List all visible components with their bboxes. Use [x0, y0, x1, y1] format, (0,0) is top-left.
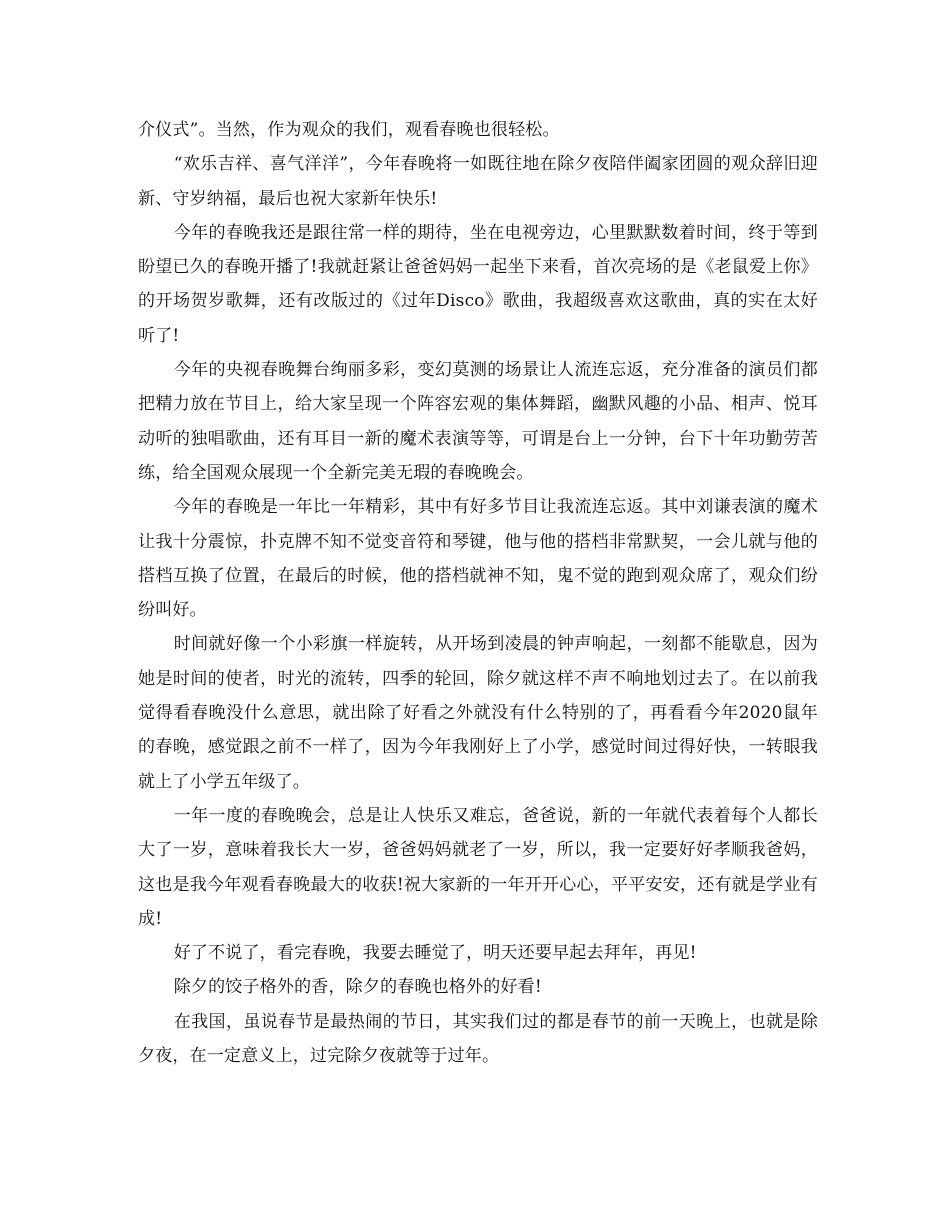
paragraph-9: 除夕的饺子格外的香，除夕的春晚也格外的好看!	[173, 977, 542, 998]
paragraph-10: 在我国，虽说春节是最热闹的节日，其实我们过的都是春节的前一天晚上，也就是除夕夜，在一定意义上，过完除夕夜就等于过年。	[138, 1011, 818, 1067]
paragraph-8: 好了不说了，看完春晚，我要去睡觉了，明天还要早起去拜年，再见!	[173, 943, 697, 964]
paragraph-4: 今年的央视春晚舞台绚丽多彩，变幻莫测的场景让人流连忘返，充分准备的演员们都把精力放在节目上，给大家呈现一个阵容宏观的集体舞蹈，幽默风趣的小品、相声、悦耳动听的独唱歌曲，还有耳目一新的魔术表演等等，可谓是台上一分钟，台下十年功勤劳苦练，给全国观众展现一个全新完美无瑕的春晚晚会。	[138, 360, 818, 483]
paragraph-7: 一年一度的春晚晚会，总是让人快乐又难忘，爸爸说，新的一年就代表着每个人都长大了一岁，意味着我长大一岁，爸爸妈妈就老了一岁，所以，我一定要好好孝顺我爸妈，这也是我今年观看春晚最大的收获!祝大家新的一年开开心心，平平安安，还有就是学业有成!	[138, 805, 818, 929]
paragraph-6: 时间就好像一个小彩旗一样旋转，从开场到凌晨的钟声响起，一刻都不能歇息，因为她是时间的使者，时光的流转，四季的轮回，除夕就这样不声不响地划过去了。在以前我觉得看春晚没什么意思，就出除了好看之外就没有什么特别的了，再看看今年2020鼠年的春晚，感觉跟之前不一样了，因为今年我刚好上了小学，感觉时间过得好快，一转眼我就上了小学五年级了。	[138, 634, 818, 792]
paragraph-5: 今年的春晚是一年比一年精彩，其中有好多节目让我流连忘返。其中刘谦表演的魔术让我十分震惊，扑克牌不知不觉变音符和琴键，他与他的搭档非常默契，一会儿就与他的搭档互换了位置，在最后的时候，他的搭档就神不知，鬼不觉的跑到观众席了，观众们纷纷叫好。	[138, 497, 818, 621]
paragraph-2: “欢乐吉祥、喜气洋洋”，今年春晚将一如既往地在除夕夜陪伴阖家团圆的观众辞旧迎新、守岁纳福，最后也祝大家新年快乐!	[138, 154, 818, 209]
paragraph-1: 介仪式”。当然，作为观众的我们，观看春晚也很轻松。	[138, 120, 560, 140]
document-body	[138, 113, 818, 1073]
paragraph-3: 今年的春晚我还是跟往常一样的期待，坐在电视旁边，心里默默数着时间，终于等到盼望已久的春晚开播了!我就赶紧让爸爸妈妈一起坐下来看，首次亮场的是《老鼠爱上你》的开场贺岁歌舞，还有改版过的《过年Disco》歌曲，我超级喜欢这歌曲，真的实在太好听了!	[138, 222, 818, 346]
